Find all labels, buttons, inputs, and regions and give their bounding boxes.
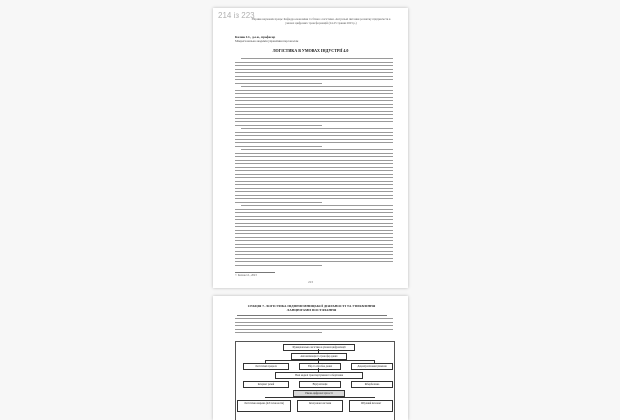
diagram-box-bottom-center: Рівень цифрової зрілості xyxy=(293,390,345,397)
document-page-213 xyxy=(213,8,408,288)
diagram-box-level3c: Децентралізовані рішення xyxy=(351,363,393,370)
diagram-box-top: Функціональна логістика в умовах цифровізації xyxy=(283,344,355,351)
diagram-connector xyxy=(265,397,375,398)
footnote-separator xyxy=(235,272,275,273)
document-page-214 xyxy=(213,296,408,420)
page-number: 213 xyxy=(308,280,313,284)
diagram-box-bottom-left: Логістична мережа (IoT-технологія) xyxy=(237,400,291,412)
diagram-box-level3a: Логістичні процеси xyxy=(243,363,289,370)
section-rule xyxy=(237,315,387,316)
diagram-box-bottom-mid: Інтегровані системи xyxy=(297,400,343,412)
diagram-box-level5b: Віртуалізація xyxy=(299,381,341,388)
paper-title: ЛОГІСТИКА В УМОВАХ ІНДУСТРІЇ 4.0 xyxy=(272,48,349,53)
author-affiliation: Міжрегіональна академія управління персоналом xyxy=(235,39,299,43)
diagram-box-level5c: Кібербезпека xyxy=(351,381,393,388)
diagram-box-level3b: Збір та обробка даних xyxy=(299,363,341,370)
diagram-connector xyxy=(265,360,375,361)
page-indicator: 214 із 223 xyxy=(218,11,255,20)
section-header: СЕКЦІЯ 7. ЛОГІСТИКА ПІДПРИЄМНИЦЬКОЇ ДІЯЛЬНОСТІ ТА УПРАВЛІННЯ ЛАНЦЮГАМИ ПОСТАЧАННЯ xyxy=(247,304,376,312)
diagram-box-bottom-right: Штучний інтелект xyxy=(349,400,393,412)
paper-body-text xyxy=(235,58,393,268)
page-running-header: Збірник наукових праць: Кафедра економіки та бізнес-логістики. Актуальні питання розвитку підприємств в умовах цифрових трансформацій (24-25 травня 2023 р.) xyxy=(251,17,391,25)
diagram-box-level2: Автоматизація та трансфер даних xyxy=(291,353,347,360)
footnote: © Калюк І.І., 2023 xyxy=(235,274,257,277)
diagram-box-level4: Нові моделі транспортування та зберігання xyxy=(275,372,363,379)
page-body-text xyxy=(235,318,393,336)
author-name: Калюк І.І., д.е.н., професор xyxy=(235,35,276,39)
diagram-box-level5a: Інтернет речей xyxy=(243,381,289,388)
